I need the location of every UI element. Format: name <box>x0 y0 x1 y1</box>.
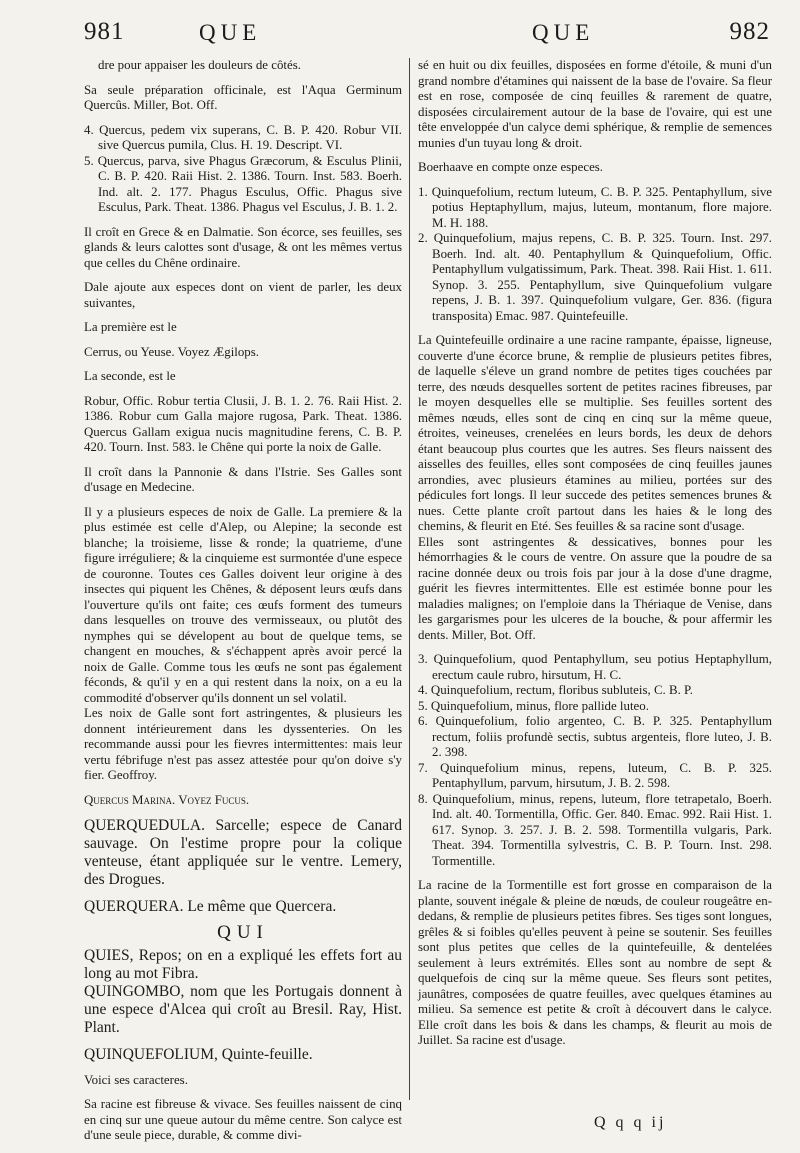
left-running-head: QUE <box>199 20 262 45</box>
species-entry: 7. Quinquefolium minus, repens, luteum, C. B. P. 325. Pentaphyllum, parvum, hirsutum, J. B. 2. 598. <box>418 760 772 790</box>
paragraph: La première est le <box>84 320 177 334</box>
left-column <box>84 58 402 1153</box>
paragraph: Robur, Offic. Robur tertia Clusii, J. B. 1. 2. 76. Raii Hist. 2. 1386. Robur cum Galla majore rugosa, Park. Theat. 1386. Quercus Gallam exigua nucis magnitudine ferens, C. B. P. 420. Tourn. Inst. 583. le Chêne qui porte la noix de Galle. <box>84 393 402 454</box>
paragraph: Sa seule préparation officinale, est l'Aqua Germinum Quercûs. Miller, Bot. Off. <box>84 82 402 112</box>
species-entry: 4. Quercus, pedem vix superans, C. B. P. 420. Robur VII. sive Quercus pumila, Clus. H. 19. Descript. VI. <box>84 122 402 152</box>
entry-querquedula: QUERQUEDULA. Sarcelle; espece de Canard sauvage. On l'estime propre pour la colique venteuse, étant appliquée sur le ventre. Lemery, des Drogues. <box>84 817 402 888</box>
species-entry: 5. Quercus, parva, sive Phagus Græcorum, & Esculus Plinii, C. B. P. 420. Raii Hist. 2. 1386. Tourn. Inst. 583. Boerh. Ind. alt. 2. 177. Phagus Esculus, Offic. Phagus sive Esculus, Park. Theat. 1386. Phagus vel Esculus, J. B. 1. 2. <box>84 153 402 214</box>
species-entry: 1. Quinquefolium, rectum luteum, C. B. P. 325. Pentaphyllum, sive potius Heptaphyllum, majus, luteum, montanum, flore majore. M. H. 188. <box>418 184 772 230</box>
paragraph: Elles sont astringentes & dessicatives, bonnes pour les hémorrhagies & le cours de ventre. On assure que la poudre de sa racine donnée deux ou trois fois par jour à la dose d'une dragme, guérit les fievres intermittentes. Elle est estimée bonne pour les maladies malignes; on l'emploie dans la Thériaque de Venise, dans les gargarismes pour les ulceres de la bouche, & pour affermir les dents. Miller, Bot. Off. <box>418 534 772 642</box>
paragraph: Voici ses caracteres. <box>84 1072 188 1087</box>
entry-quies: QUIES, Repos; on en a expliqué les effets fort au long au mot Fibra. <box>84 946 402 982</box>
right-running-head: QUE <box>532 20 595 45</box>
paragraph: Sa racine est fibreuse & vivace. Ses feuilles naissent de cinq en cinq sur une queue autour du même centre. Son calyce est d'une seule piece, durable, & comme divi- <box>84 1097 402 1142</box>
species-entry: 8. Quinquefolium, minus, repens, luteum, flore tetrapetalo, Boerh. Ind. alt. 40. Tormentilla, Offic. Ger. 840. Emac. 992. Raii Hist. 1. 617. Synop. 3. 257. J. B. 2. 598. Tormentilla vulgaris, Park. Theat. 394. Tormentilla sylvestris, C. B. P. Tourn. Inst. 298. Tormentille. <box>418 791 772 868</box>
paragraph: dre pour appaiser les douleurs de côtés. <box>98 58 301 72</box>
left-page-number: 981 <box>84 18 125 45</box>
paragraph: sé en huit ou dix feuilles, disposées en forme d'étoile, & muni d'un grand nombre d'étamines qui naissent de la base de l'ovaire. Sa fleur est en rose, composée de cinq feuilles & rarement de quatre, disposées circulairement autour de la base de l'ovaire, qui est une tête enveloppée d'un calyce demi sphérique, & remplie de semences munies d'un tuyau long & droit. <box>418 58 772 150</box>
paragraph: Boerhaave en compte onze especes. <box>418 160 604 174</box>
paragraph: Les noix de Galle sont fort astringentes, & plusieurs les donnent intérieurement dans les dyssenteries. On les recommande aussi pour les fievres intermittentes: mais leur vertu fébrifuge n'est pas assez attestée pour qu'on doive s'y fier. Geoffroy. <box>84 706 402 782</box>
section-heading: QUI <box>217 922 269 943</box>
paragraph: La seconde, est le <box>84 369 176 383</box>
paragraph: Cerrus, ou Yeuse. Voyez Ægilops. <box>84 344 259 359</box>
paragraph: Dale ajoute aux especes dont on vient de parler, les deux suivantes, <box>84 280 402 310</box>
species-entry: 3. Quinquefolium, quod Pentaphyllum, seu potius Heptaphyllum, erectum caule rubro, hirsutum, H. C. <box>418 652 772 682</box>
paragraph: La Quintefeuille ordinaire a une racine rampante, épaisse, ligneuse, couverte d'une écorce brune, & remplie de plusieurs petites fibres, de laquelle s'éleve un grand nombre de petites tiges couchées par terre, des nœuds desquelles sortent de petites racines fibreuses, par le moyen desquelles elle se multiplie. Ses feuilles sortent des mêmes nœuds, elles sont de cinq en cinq sur la même queue, étroites, veineuses, crenelées en leurs bords, les deux de dehors étant beaucoup plus courtes que les autres. Ses fleurs naissent des aisselles des feuilles, elles sont composées de cinq feuilles jaunes arrondies, avec plusieurs étamines au milieu, portées sur des pédicules fort longs. Il leur succede des petites semences brunes & nues. Cette plante croît partout dans les haies & le long des chemins, & fleurit en Eté. Ses feuilles & sa racine sont d'usage. <box>418 333 772 533</box>
species-entry: 6. Quinquefolium, folio argenteo, C. B. P. 325. Pentaphyllum rectum, foliis profundè sectis, subtus argenteis, flore luteo, J. B. 2. 398. <box>418 714 772 759</box>
right-page-number: 982 <box>729 18 770 45</box>
species-entry: 5. Quinquefolium, minus, flore pallide luteo. <box>418 698 649 713</box>
entry-quingombo: QUINGOMBO, nom que les Portugais donnent à une espece d'Alcea qui croît au Bresil. Ray, Hist. Plant. <box>84 982 402 1036</box>
column-divider <box>409 58 410 1100</box>
species-entry: 4. Quinquefolium, rectum, floribus subluteis, C. B. P. <box>418 683 693 697</box>
entry-querquera: QUERQUERA. Le même que Quercera. <box>84 898 337 915</box>
cross-reference: Quercus Marina. Voyez Fucus. <box>84 792 250 807</box>
entry-quinquefolium: QUINQUEFOLIUM, Quinte-feuille. <box>84 1045 313 1063</box>
species-entry: 2. Quinquefolium, majus repens, C. B. P. 325. Tourn. Inst. 297. Boerh. Ind. alt. 40. Pentaphyllum & Quinquefolium, Offic. Pentaphyllum vulgatissimum, Park. Theat. 398. Raii Hist. 1. 611. Synop. 3. 255. Pentaphyllum, sive Quinquefolium vulgare repens, J. B. 1. 397. Quinquefolium vulgare, Ger. 836. (figura transposita) Emac. 987. Quintefeuille. <box>418 231 772 323</box>
page-header <box>84 18 770 58</box>
page-signature: Q q q ij <box>594 1114 667 1131</box>
paragraph: La racine de la Tormentille est fort grosse en comparaison de la plante, souvent inégale & pleine de nœuds, de couleur rougeâtre en-dedans, & remplie de plusieurs petites fibres. Ses tiges sont longues, grêles & si foibles qu'elles peuvent à peine se soutenir. Ses feuilles sont plus petites que celles de la quintefeuille, & dentelées seulement à leurs extrémités. Elles sont au nombre de sept & quelquefois de cinq sur la même queue. Ses fleurs sont petites, jaunâtres, composées de quatre feuilles, avec quelques étamines au milieu. Sa semence est petite & croît à découvert dans le calyce. Elle croît dans les bois & dans les champs, & fleurit au mois de Juillet. Sa racine est d'usage. <box>418 878 772 1047</box>
paragraph: Il croît en Grece & en Dalmatie. Son écorce, ses feuilles, ses glands & leurs calottes sont d'usage, & ont les mêmes vertus que celles du Chêne ordinaire. <box>84 224 402 270</box>
paragraph: Il y a plusieurs especes de noix de Galle. La premiere & la plus estimée est celle d'Alep, ou Alepine; la seconde est blanche; la troisieme, lisse & ronde; la quatrieme, d'une figure irréguliere; & la cinquieme est surmontée d'une espece de couronne. Toutes ces Galles doivent leur origine à des insectes qui piquent les Chênes, & déposent leurs œufs dans l'ouverture qu'ils ont faite; ces œufs forment des tumeurs dans lesquelles on trouve des vermisseaux, ou plutôt des nymphes qui se dévelopent au bout de quelque tems, se changent en mouches, & s'échappent après avoir percé la noix de Galle. Comme tous les œufs ne sont pas également féconds, & qu'il y en a qui restent dans la noix, on a eu la commodité d'observer qu'ils donnent un sel volatil. <box>84 504 402 705</box>
paragraph: Il croît dans la Pannonie & dans l'Istrie. Ses Galles sont d'usage en Medecine. <box>84 464 402 494</box>
right-column <box>418 58 772 1058</box>
